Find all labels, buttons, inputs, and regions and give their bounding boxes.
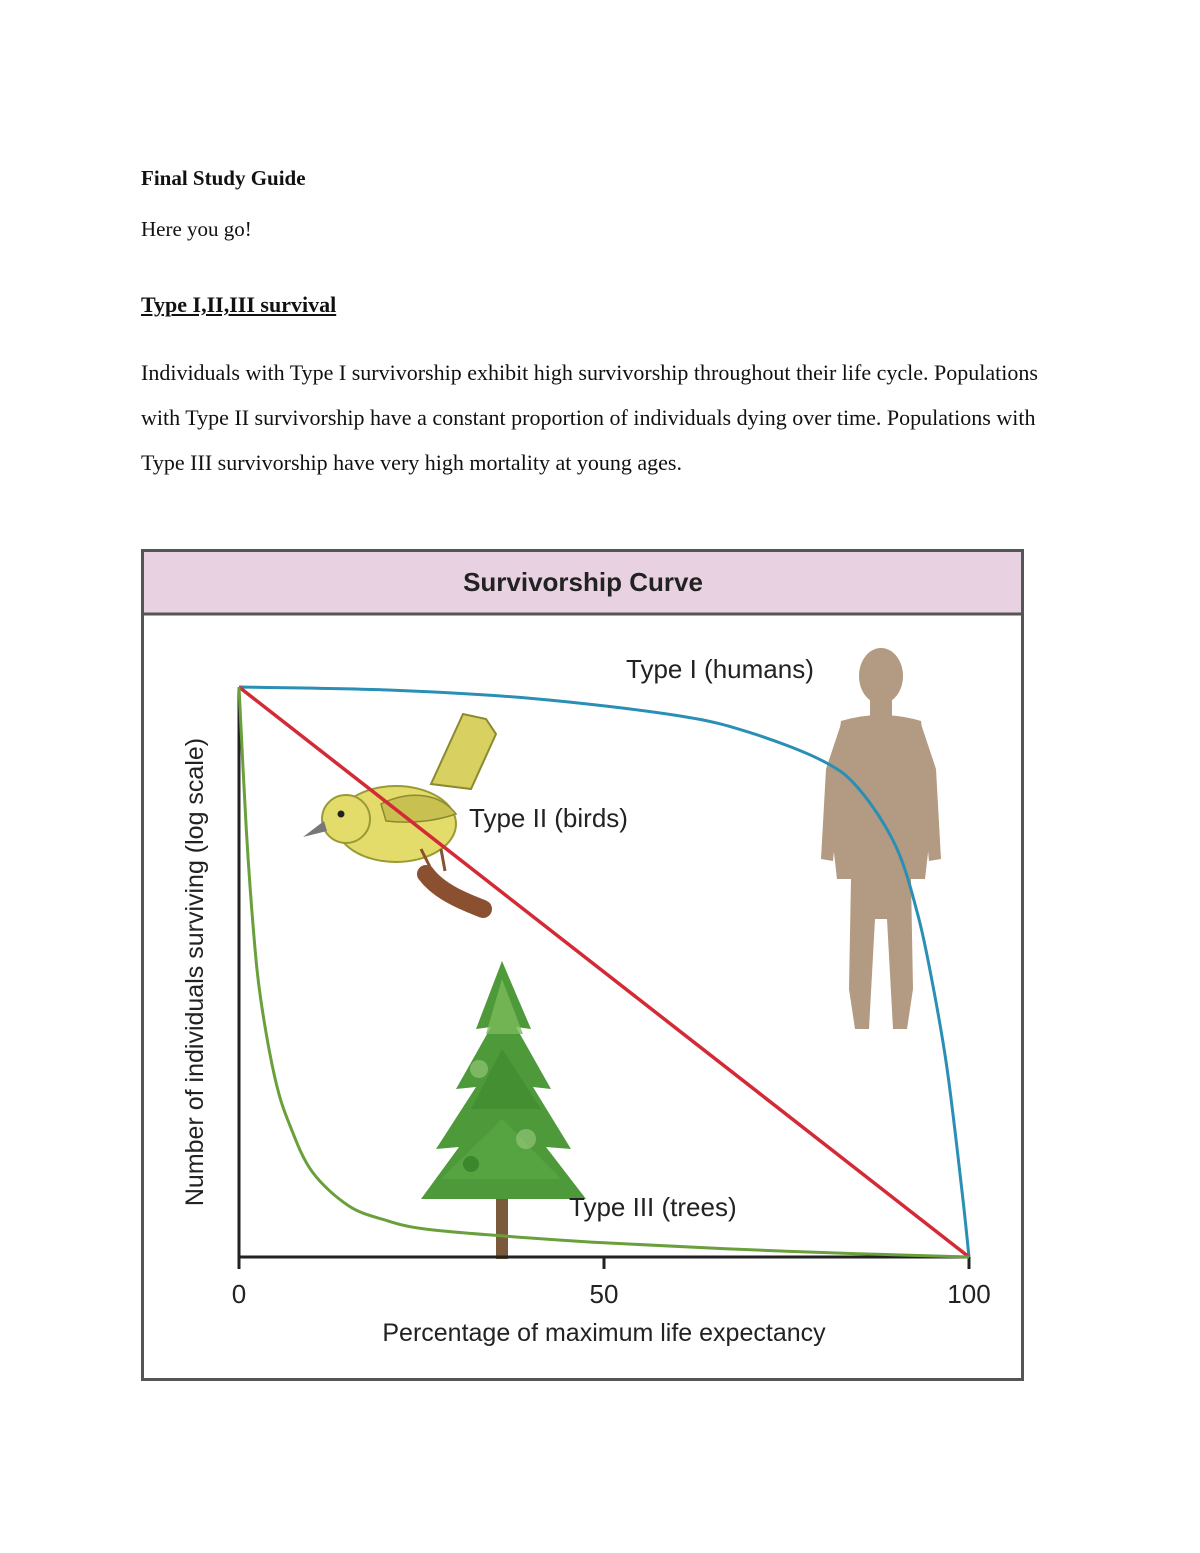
survivorship-chart (141, 549, 1024, 1381)
y-axis-label: Number of individuals surviving (log scale) (181, 737, 209, 1207)
document-title: Final Study Guide (141, 166, 306, 190)
series-label-type-i: Type I (humans) (626, 654, 814, 684)
chart-title: Survivorship Curve (463, 567, 703, 597)
body-paragraph: Individuals with Type I survivorship exhibit high survivorship throughout their life cycle. Populations with Type II survivorship have a constant proportion of individuals dying over time. Populations with Type III survivorship have very high mortality at young ages. (141, 360, 1038, 475)
section-heading: Type I,II,III survival (141, 292, 337, 317)
survivorship-figure (141, 549, 1024, 1381)
intro-text: Here you go! (141, 217, 252, 241)
series-label-type-ii: Type II (birds) (469, 803, 628, 833)
x-tick-label-0: 0 (231, 1279, 247, 1309)
x-axis-label: Percentage of maximum life expectancy (382, 1319, 826, 1347)
series-label-type-iii: Type III (trees) (569, 1192, 737, 1222)
x-tick-label-50: 50 (589, 1279, 619, 1309)
x-tick-label-100: 100 (947, 1279, 991, 1309)
